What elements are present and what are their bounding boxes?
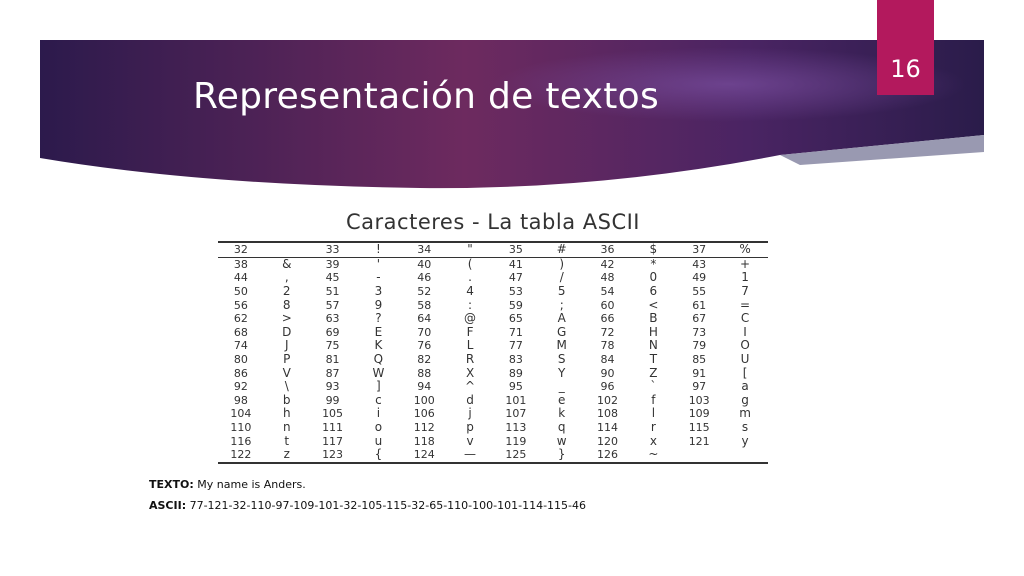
ascii-code-cell: 112 [413, 421, 435, 435]
ascii-char-cell: N [648, 338, 658, 353]
ascii-code-cell: 123 [322, 448, 344, 462]
ascii-char-cell: c [375, 392, 382, 407]
ascii-char-cell: " [447, 242, 493, 257]
ascii-code-cell: 92 [233, 380, 248, 394]
ascii-code-cell: 107 [505, 407, 527, 421]
ascii-char-cell: F [466, 324, 474, 339]
ascii-code-cell: 35 [493, 242, 539, 257]
ascii-char-cell: U [740, 352, 750, 367]
ascii-char-cell: > [281, 311, 292, 326]
ascii-code-cell: 104 [230, 407, 252, 421]
ascii-code-cell: 94 [417, 380, 432, 394]
ascii-char-cell: V [282, 365, 291, 380]
ascii-char-cell: ? [375, 311, 382, 326]
ascii-char-cell: L [466, 338, 474, 353]
ascii-code-cell: 57 [325, 298, 340, 312]
ascii-char-cell: / [559, 270, 564, 285]
ascii-code-cell: 43 [692, 257, 707, 271]
ascii-char-cell: t [284, 433, 290, 448]
table-row [218, 366, 768, 380]
ascii-char-cell: R [465, 352, 475, 367]
ascii-code-cell: 56 [233, 298, 248, 312]
ascii-char-cell: 5 [557, 284, 566, 299]
ascii-code-cell: 105 [322, 407, 344, 421]
ascii-code-cell: 96 [600, 380, 615, 394]
ascii-char-cell: Y [558, 365, 566, 380]
ascii-char-cell: — [464, 447, 477, 462]
ascii-char-cell: 7 [741, 284, 749, 299]
ascii-code-cell: 87 [325, 366, 340, 380]
ascii-label: ASCII: [149, 499, 187, 512]
ascii-code-cell: 108 [597, 407, 619, 421]
ascii-code-cell: 67 [692, 312, 707, 326]
ascii-code-cell: 44 [233, 271, 248, 285]
ascii-code-cell: 66 [600, 312, 615, 326]
ascii-char-cell: ) [559, 256, 565, 271]
ascii-code-cell: 38 [233, 257, 248, 271]
ascii-char-cell: * [650, 256, 657, 271]
ascii-code-cell: 124 [413, 448, 435, 462]
ascii-code-cell: 37 [676, 242, 722, 257]
table-row [218, 285, 768, 299]
ascii-char-cell: \ [284, 379, 289, 394]
ascii-char-cell: : [468, 297, 473, 312]
ascii-char-cell: A [557, 311, 566, 326]
ascii-char-cell: w [556, 433, 567, 448]
ascii-char-cell: B [649, 311, 658, 326]
ascii-char-cell: = [740, 297, 751, 312]
ascii-char-cell: ' [376, 256, 381, 271]
ascii-code-cell: 85 [692, 353, 707, 367]
ascii-char-cell: h [282, 406, 291, 421]
page-number: 16 [890, 55, 921, 83]
ascii-char-cell: H [648, 324, 658, 339]
ascii-char-cell: P [283, 352, 291, 367]
ascii-code-cell: 51 [325, 285, 340, 299]
ascii-char-cell: p [466, 420, 474, 435]
ascii-code-cell: 119 [505, 434, 527, 448]
ascii-char-cell: K [374, 338, 383, 353]
ascii-code-cell: 64 [417, 312, 432, 326]
ascii-code-cell: 34 [401, 242, 447, 257]
ascii-code-cell: 101 [505, 393, 527, 407]
ascii-char-cell: _ [558, 379, 565, 394]
ascii-code-cell: 69 [325, 325, 340, 339]
ascii-char-cell: 4 [466, 284, 474, 299]
ascii-code-cell: 86 [233, 366, 248, 380]
ascii-code-cell: 73 [692, 325, 707, 339]
ascii-char-cell: $ [630, 242, 676, 257]
ascii-char-cell: O [740, 338, 750, 353]
ascii-char-cell: 1 [741, 270, 749, 285]
table-row [218, 271, 768, 285]
ascii-char-cell: 6 [649, 284, 658, 299]
ascii-code-cell: 116 [230, 434, 252, 448]
ascii-code-cell: 93 [325, 380, 340, 394]
ascii-char-cell: S [557, 352, 566, 367]
ascii-char-cell: q [557, 420, 566, 435]
ascii-code-cell: 54 [600, 285, 615, 299]
ascii-char-cell: 9 [374, 297, 383, 312]
ascii-char-cell: ~ [648, 447, 659, 462]
ascii-code-cell: 58 [417, 298, 432, 312]
ascii-code-cell: 45 [325, 271, 340, 285]
ascii-code-cell: 49 [692, 271, 707, 285]
ascii-code-cell: 60 [600, 298, 615, 312]
ascii-example [149, 499, 586, 512]
ascii-char-cell: % [722, 242, 768, 257]
ascii-code-cell: 33 [310, 242, 356, 257]
ascii-char-cell: 0 [649, 270, 658, 285]
ascii-code-cell: 121 [688, 434, 710, 448]
ascii-code-cell: 78 [600, 339, 615, 353]
ascii-char-cell: ; [559, 297, 564, 312]
ascii-char-cell: , [284, 270, 289, 285]
ascii-char-cell: # [539, 242, 585, 257]
ascii-code-cell: 48 [600, 271, 615, 285]
ascii-char-cell: u [374, 433, 383, 448]
table-row [218, 242, 768, 257]
ascii-char-cell: D [282, 324, 292, 339]
ascii-code-cell: 52 [417, 285, 432, 299]
table-row [218, 257, 768, 271]
ascii-char-cell: ] [376, 379, 381, 394]
ascii-code-cell: 81 [325, 353, 340, 367]
ascii-code-cell: 99 [325, 393, 340, 407]
ascii-char-cell: r [650, 420, 656, 435]
ascii-char-cell: i [376, 406, 381, 421]
ascii-code-cell: 84 [600, 353, 615, 367]
ascii-code-cell: 74 [233, 339, 248, 353]
ascii-char-cell: g [741, 392, 749, 407]
ascii-code-cell: 65 [508, 312, 523, 326]
ascii-char-cell: < [648, 297, 659, 312]
ascii-code-cell: 95 [508, 380, 523, 394]
ascii-code-cell: 109 [688, 407, 710, 421]
ascii-code-cell: 72 [600, 325, 615, 339]
ascii-char-cell: G [557, 324, 567, 339]
ascii-char-cell: I [743, 324, 747, 339]
table-row [218, 434, 768, 448]
ascii-char-cell: ( [467, 256, 473, 271]
ascii-code-cell: 113 [505, 421, 527, 435]
ascii-code-cell: 32 [218, 242, 264, 257]
ascii-table [218, 241, 768, 464]
ascii-char-cell: b [282, 392, 291, 407]
ascii-char-cell: z [283, 447, 290, 462]
ascii-char-cell [264, 242, 310, 257]
ascii-char-cell: M [556, 338, 567, 353]
ascii-char-cell: ^ [465, 379, 476, 394]
ascii-code-cell: 115 [688, 421, 710, 435]
ascii-code-cell: 70 [417, 325, 432, 339]
ascii-code-cell: 75 [325, 339, 340, 353]
ascii-code-cell: 126 [597, 448, 619, 462]
ascii-code-cell: 82 [417, 353, 432, 367]
ascii-code-cell: 100 [413, 393, 435, 407]
ascii-char-cell: & [282, 256, 292, 271]
table-row [218, 298, 768, 312]
ascii-char-cell: @ [464, 311, 477, 326]
ascii-char-cell: { [374, 447, 383, 462]
ascii-code-cell: 122 [230, 448, 252, 462]
ascii-char-cell: Q [373, 352, 384, 367]
ascii-code-cell: 83 [508, 353, 523, 367]
ascii-code-cell: 98 [233, 393, 248, 407]
ascii-char-cell: f [651, 392, 656, 407]
ascii-char-cell: [ [742, 365, 748, 380]
page-number-badge [877, 0, 934, 95]
ascii-code-cell: 106 [413, 407, 435, 421]
ascii-code-cell: 114 [597, 421, 619, 435]
table-row [218, 353, 768, 367]
ascii-code-cell: 46 [417, 271, 432, 285]
ascii-code-cell: 50 [233, 285, 248, 299]
ascii-char-cell: W [372, 365, 385, 380]
ascii-char-cell: ! [355, 242, 401, 257]
ascii-char-cell: T [649, 352, 658, 367]
ascii-code-cell: 90 [600, 366, 615, 380]
ascii-char-cell: . [468, 270, 472, 285]
ascii-char-cell: - [376, 270, 381, 285]
ascii-code-cell: 42 [600, 257, 615, 271]
ascii-char-cell: x [649, 433, 657, 448]
ascii-value: 77-121-32-110-97-109-101-32-105-115-32-65-110-100-101-114-115-46 [189, 499, 587, 512]
ascii-code-cell: 97 [692, 380, 707, 394]
ascii-code-cell: 36 [585, 242, 631, 257]
ascii-code-cell: 71 [508, 325, 523, 339]
ascii-code-cell [676, 448, 722, 463]
ascii-code-cell: 120 [597, 434, 619, 448]
table-row [218, 312, 768, 326]
table-row [218, 407, 768, 421]
ascii-char-cell: l [651, 406, 656, 421]
title-banner [40, 40, 984, 200]
ascii-code-cell: 111 [322, 421, 344, 435]
ascii-char-cell [722, 448, 768, 463]
ascii-char-cell: 3 [374, 284, 383, 299]
table-row [218, 421, 768, 435]
table-row [218, 339, 768, 353]
ascii-code-cell: 76 [417, 339, 432, 353]
table-row [218, 380, 768, 394]
ascii-code-cell: 61 [692, 298, 707, 312]
ascii-code-cell: 63 [325, 312, 340, 326]
texto-example [149, 478, 306, 491]
ascii-code-cell: 103 [688, 393, 710, 407]
ascii-char-cell: v [466, 433, 474, 448]
ascii-char-cell: k [558, 406, 566, 421]
ascii-char-cell: + [740, 256, 751, 271]
ascii-char-cell: ` [650, 379, 657, 394]
ascii-char-cell: m [739, 406, 751, 421]
ascii-code-cell: 39 [325, 257, 340, 271]
ascii-char-cell: X [465, 365, 475, 380]
ascii-char-cell: Z [649, 365, 658, 380]
ascii-code-cell: 117 [322, 434, 344, 448]
ascii-char-cell: d [466, 392, 474, 407]
ascii-code-cell: 53 [508, 285, 523, 299]
ascii-char-cell: J [284, 338, 289, 353]
table-heading: Caracteres - La tabla ASCII [346, 210, 640, 234]
slide-title: Representación de textos [193, 76, 660, 117]
ascii-code-cell: 89 [508, 366, 523, 380]
ascii-char-cell: e [558, 392, 566, 407]
ascii-code-cell: 62 [233, 312, 248, 326]
ascii-char-cell: a [741, 379, 749, 394]
ascii-code-cell: 110 [230, 421, 252, 435]
ascii-code-cell: 118 [413, 434, 435, 448]
ascii-char-cell: s [741, 420, 749, 435]
ascii-char-cell: C [740, 311, 750, 326]
ascii-char-cell: 2 [282, 284, 291, 299]
ascii-code-cell: 41 [508, 257, 523, 271]
ascii-char-cell: E [374, 324, 383, 339]
ascii-code-cell: 47 [508, 271, 523, 285]
ascii-code-cell: 79 [692, 339, 707, 353]
table-row [218, 394, 768, 408]
table-row [218, 448, 768, 463]
ascii-code-cell: 59 [508, 298, 523, 312]
ascii-code-cell: 55 [692, 285, 707, 299]
ascii-code-cell: 88 [417, 366, 432, 380]
ascii-code-cell: 80 [233, 353, 248, 367]
ascii-char-cell: 8 [282, 297, 291, 312]
texto-label: TEXTO: [149, 478, 194, 491]
ascii-char-cell: o [374, 420, 383, 435]
table-row [218, 326, 768, 340]
ascii-code-cell: 91 [692, 366, 707, 380]
ascii-char-cell: j [468, 406, 472, 421]
ascii-char-cell: } [557, 447, 566, 462]
ascii-code-cell: 77 [508, 339, 523, 353]
ascii-code-cell: 40 [417, 257, 432, 271]
ascii-code-cell: 68 [233, 325, 248, 339]
ascii-code-cell: 125 [505, 448, 527, 462]
ascii-char-cell: n [282, 420, 291, 435]
texto-value: My name is Anders. [197, 478, 306, 491]
ascii-code-cell: 102 [597, 393, 619, 407]
banner-background [40, 40, 984, 200]
ascii-char-cell: y [741, 433, 749, 448]
